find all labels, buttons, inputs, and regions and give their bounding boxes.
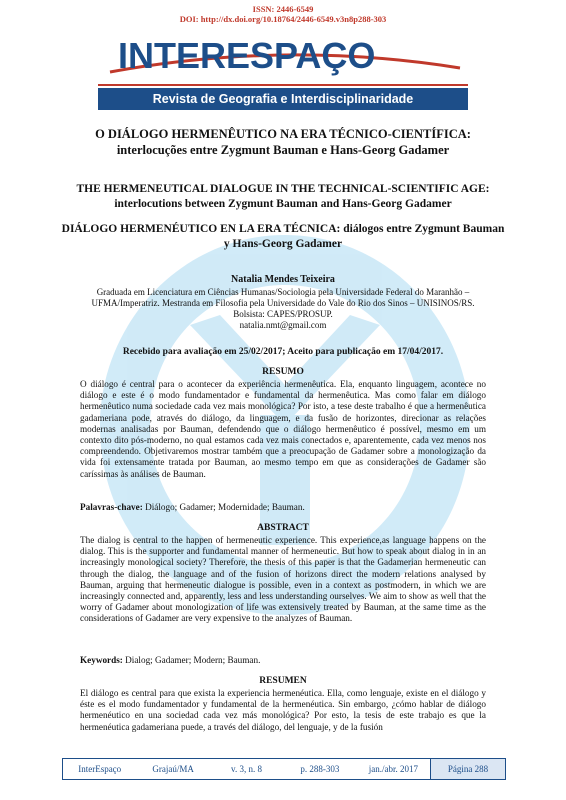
footer-volume: v. 3, n. 8 — [231, 764, 262, 774]
title-spanish: DIÁLOGO HERMENÉUTICO EN LA ERA TÉCNICA: diálogos entre Zygmunt Bauman y Hans-Georg Gadamer — [61, 223, 505, 250]
doi-link[interactable]: DOI: http://dx.doi.org/10.18764/2446-6549.v3n8p288-303 — [179, 14, 387, 24]
page-footer — [62, 758, 506, 780]
footer-period: jan./abr. 2017 — [368, 764, 418, 774]
resumo-keywords — [80, 502, 486, 513]
title-portuguese: O DIÁLOGO HERMENÊUTICO NA ERA TÉCNICO-CIENTÍFICA: interlocuções entre Zygmunt Bauman e Hans-Georg Gadamer — [95, 127, 471, 157]
author-name: Natalia Mendes Teixeira — [231, 274, 335, 285]
keywords-label: Palavras-chave: — [80, 502, 143, 512]
abstract-heading: ABSTRACT — [257, 523, 309, 533]
journal-subtitle: Revista de Geografia e Interdisciplinaridade — [98, 88, 468, 110]
affiliation-text: Graduada em Licenciatura em Ciências Humanas/Sociologia pela Universidade Federal do Maranhão – UFMA/Imperatriz. Mestranda em Filosofia pela Universidade do Vale do Rio dos Sinos – UNISINOS/RS. Bolsista: CAPES/PROSUP. — [91, 287, 475, 319]
title-english: THE HERMENEUTICAL DIALOGUE IN THE TECHNICAL-SCIENTIFIC AGE: interlocutions between Zygmunt Bauman and Hans-Georg Gadamer — [76, 183, 490, 210]
author-affiliation — [75, 287, 491, 331]
keywords-text-en: Dialog; Gadamer; Modern; Bauman. — [122, 655, 261, 665]
footer-place: Grajaú/MA — [152, 764, 194, 774]
submission-dates: Recebido para avaliação em 25/02/2017; Aceito para publicação em 17/04/2017. — [122, 347, 444, 357]
issn-line: ISSN: 2446-6549 — [252, 4, 314, 14]
footer-page-number: Página 288 — [430, 759, 505, 779]
footer-journal: InterEspaço — [78, 764, 122, 774]
abstract-text: The dialog is central to the happen of hermeneutic experience. This experience,as language happens on the dialog. This is the supporter and fundamental manner of hermeneutic. But how to speak about dialog in in an increasingly monological society? Therefore, the thesis of this paper is that the Gadamerian hermeneutic can through the dialog, the language and of the fusion of horizons direct the modern relations analysed by Bauman, arguing that hermeneutic dialogue is possible, even in a context as postmodern, in which we are increasingly connected and, apparently, less and less understanding ourselves. We aim to show as well that the worry of Gadamer about monologization of life was extensively treated by Bauman, at the same time as the considerations of Gadamer are very expensive to the analyzes of Bauman. — [80, 535, 486, 624]
logo-divider — [98, 84, 468, 86]
keywords-text: Diálogo; Gadamer; Modernidade; Bauman. — [142, 502, 305, 512]
resumen-heading: RESUMEN — [259, 676, 307, 686]
journal-logo: INTERESPAÇO — [118, 35, 376, 76]
author-email[interactable]: natalia.nmt@gmail.com — [239, 320, 327, 330]
resumen-text: El diálogo es central para que exista la experiencia hermenéutica. Ella, como lenguaje, existe en el diálogo y éste es el modo fundamentador y fundamental de la hermenéutica. Sin embargo, ¿cómo hablar de diálogo hermenéutico en una sociedad cada vez más monológica? Por esto, la tesis de este trabajo es que la hermenéutica gadameriana puede, a través del diálogo, del lenguaje, y de la fusión — [80, 688, 486, 732]
resumo-heading: RESUMO — [262, 367, 304, 377]
resumo-text: O diálogo é central para o acontecer da experiência hermenêutica. Ela, enquanto linguagem, acontece no diálogo e este é o modo fundamentador e fundamental da hermenêutica. Mas como falar em diálogo hermenêutico numa sociedade cada vez mais monológica? Por isto, a tese deste trabalho é que a hermenêutica gadameriana pode, através do diálogo, da linguagem, e da fusão de horizontes, direcionar as relações modernas analisadas por Bauman, defendendo que o diálogo hermenêutico é possível, mesmo em um contexto dito pós-moderno, no qual estamos cada vez mais conectados e, aparentemente, cada vez menos nos compreendendo. Objetivaremos mostrar também que a preocupação de Gadamer sobre a monologização da vida foi extensamente tratada por Bauman, ao mesmo tempo em que as considerações de Gadamer são caríssimas às análises de Bauman. — [80, 379, 486, 479]
keywords-label-en: Keywords: — [80, 655, 123, 665]
abstract-keywords — [80, 655, 486, 666]
footer-pages: p. 288-303 — [300, 764, 340, 774]
